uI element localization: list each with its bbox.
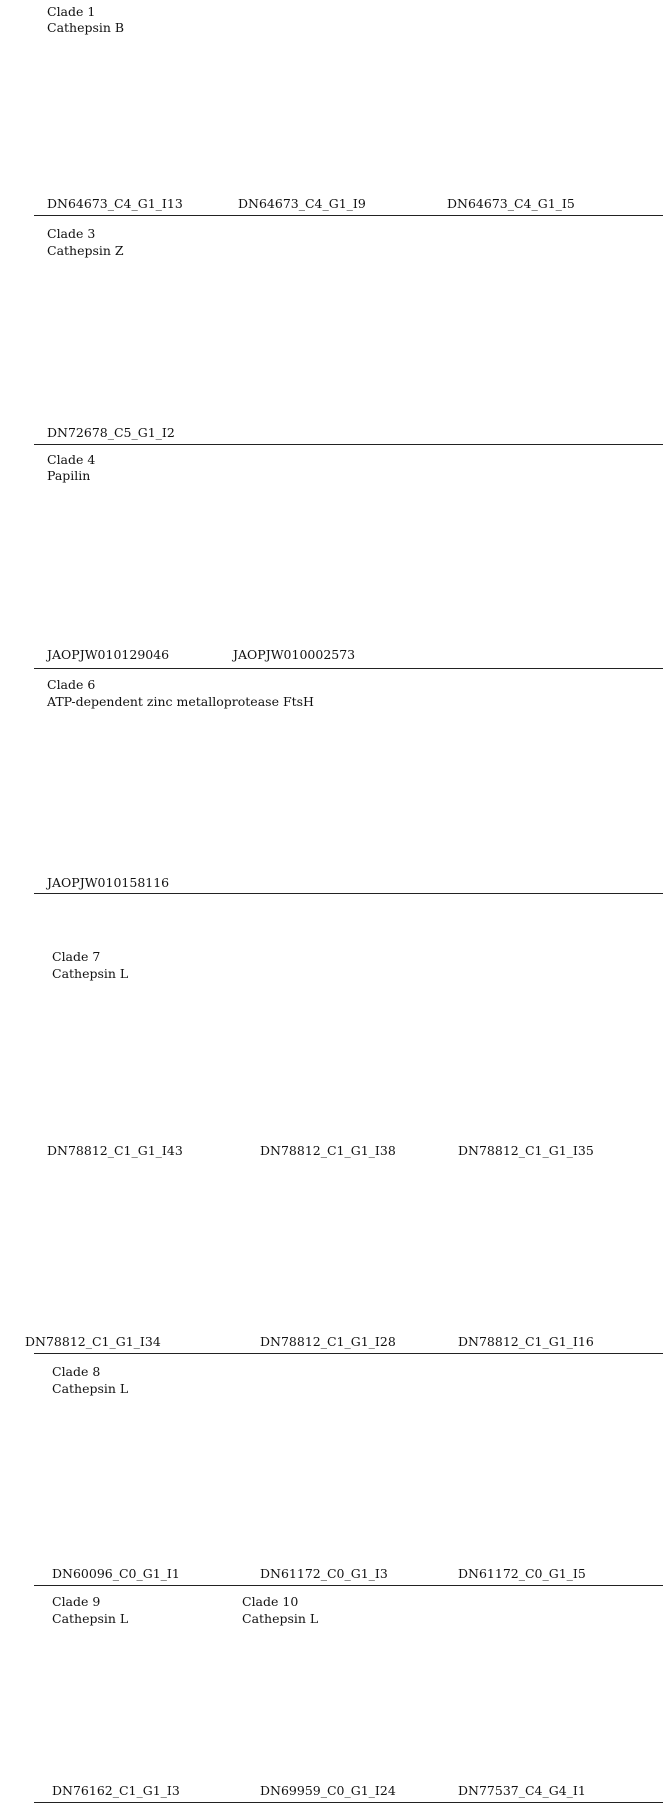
structure-label: DN78812_C1_G1_I43 — [47, 1143, 183, 1158]
clade-1-title: Clade 1 — [47, 4, 96, 19]
clade-9-title: Clade 9 — [52, 1594, 101, 1609]
panel-divider — [34, 1802, 663, 1803]
structure-label: DN78812_C1_G1_I28 — [260, 1334, 396, 1349]
panel-divider — [34, 1353, 663, 1354]
structure-label: DN64673_C4_G1_I13 — [47, 196, 183, 211]
clade-6-protein: ATP-dependent zinc metalloprotease FtsH — [47, 694, 314, 709]
clade-7-protein: Cathepsin L — [52, 966, 129, 981]
structure-label: DN69959_C0_G1_I24 — [260, 1783, 396, 1798]
clade-3-protein: Cathepsin Z — [47, 243, 124, 258]
panel-divider — [34, 215, 663, 216]
panel-divider — [34, 1585, 663, 1586]
structure-label: DN64673_C4_G1_I5 — [447, 196, 575, 211]
clade-1-protein: Cathepsin B — [47, 20, 125, 35]
structure-label: JAOPJW010158116 — [47, 875, 170, 890]
clade-7-title: Clade 7 — [52, 949, 101, 964]
structure-label: DN64673_C4_G1_I9 — [238, 196, 366, 211]
clade-9-protein: Cathepsin L — [52, 1611, 129, 1626]
structure-label: DN78812_C1_G1_I38 — [260, 1143, 396, 1158]
structure-label: DN76162_C1_G1_I3 — [52, 1783, 180, 1798]
structure-label: DN78812_C1_G1_I34 — [25, 1334, 161, 1349]
clade-3-title: Clade 3 — [47, 226, 96, 241]
structure-label: DN72678_C5_G1_I2 — [47, 425, 175, 440]
structure-label: JAOPJW010002573 — [233, 647, 356, 662]
clade-4-title: Clade 4 — [47, 452, 96, 467]
panel-divider — [34, 444, 663, 445]
structure-label: DN78812_C1_G1_I16 — [458, 1334, 594, 1349]
clade-10-title: Clade 10 — [242, 1594, 299, 1609]
structure-label: DN77537_C4_G4_I1 — [458, 1783, 586, 1798]
panel-divider — [34, 668, 663, 669]
clade-4-protein: Papilin — [47, 468, 91, 483]
structure-label: DN78812_C1_G1_I35 — [458, 1143, 594, 1158]
clade-10-protein: Cathepsin L — [242, 1611, 319, 1626]
clade-8-protein: Cathepsin L — [52, 1381, 129, 1396]
structure-label: DN61172_C0_G1_I3 — [260, 1566, 388, 1581]
clade-6-title: Clade 6 — [47, 677, 96, 692]
structure-label: DN61172_C0_G1_I5 — [458, 1566, 586, 1581]
structure-label: JAOPJW010129046 — [47, 647, 170, 662]
panel-divider — [34, 893, 663, 894]
structure-label: DN60096_C0_G1_I1 — [52, 1566, 180, 1581]
clade-8-title: Clade 8 — [52, 1364, 101, 1379]
